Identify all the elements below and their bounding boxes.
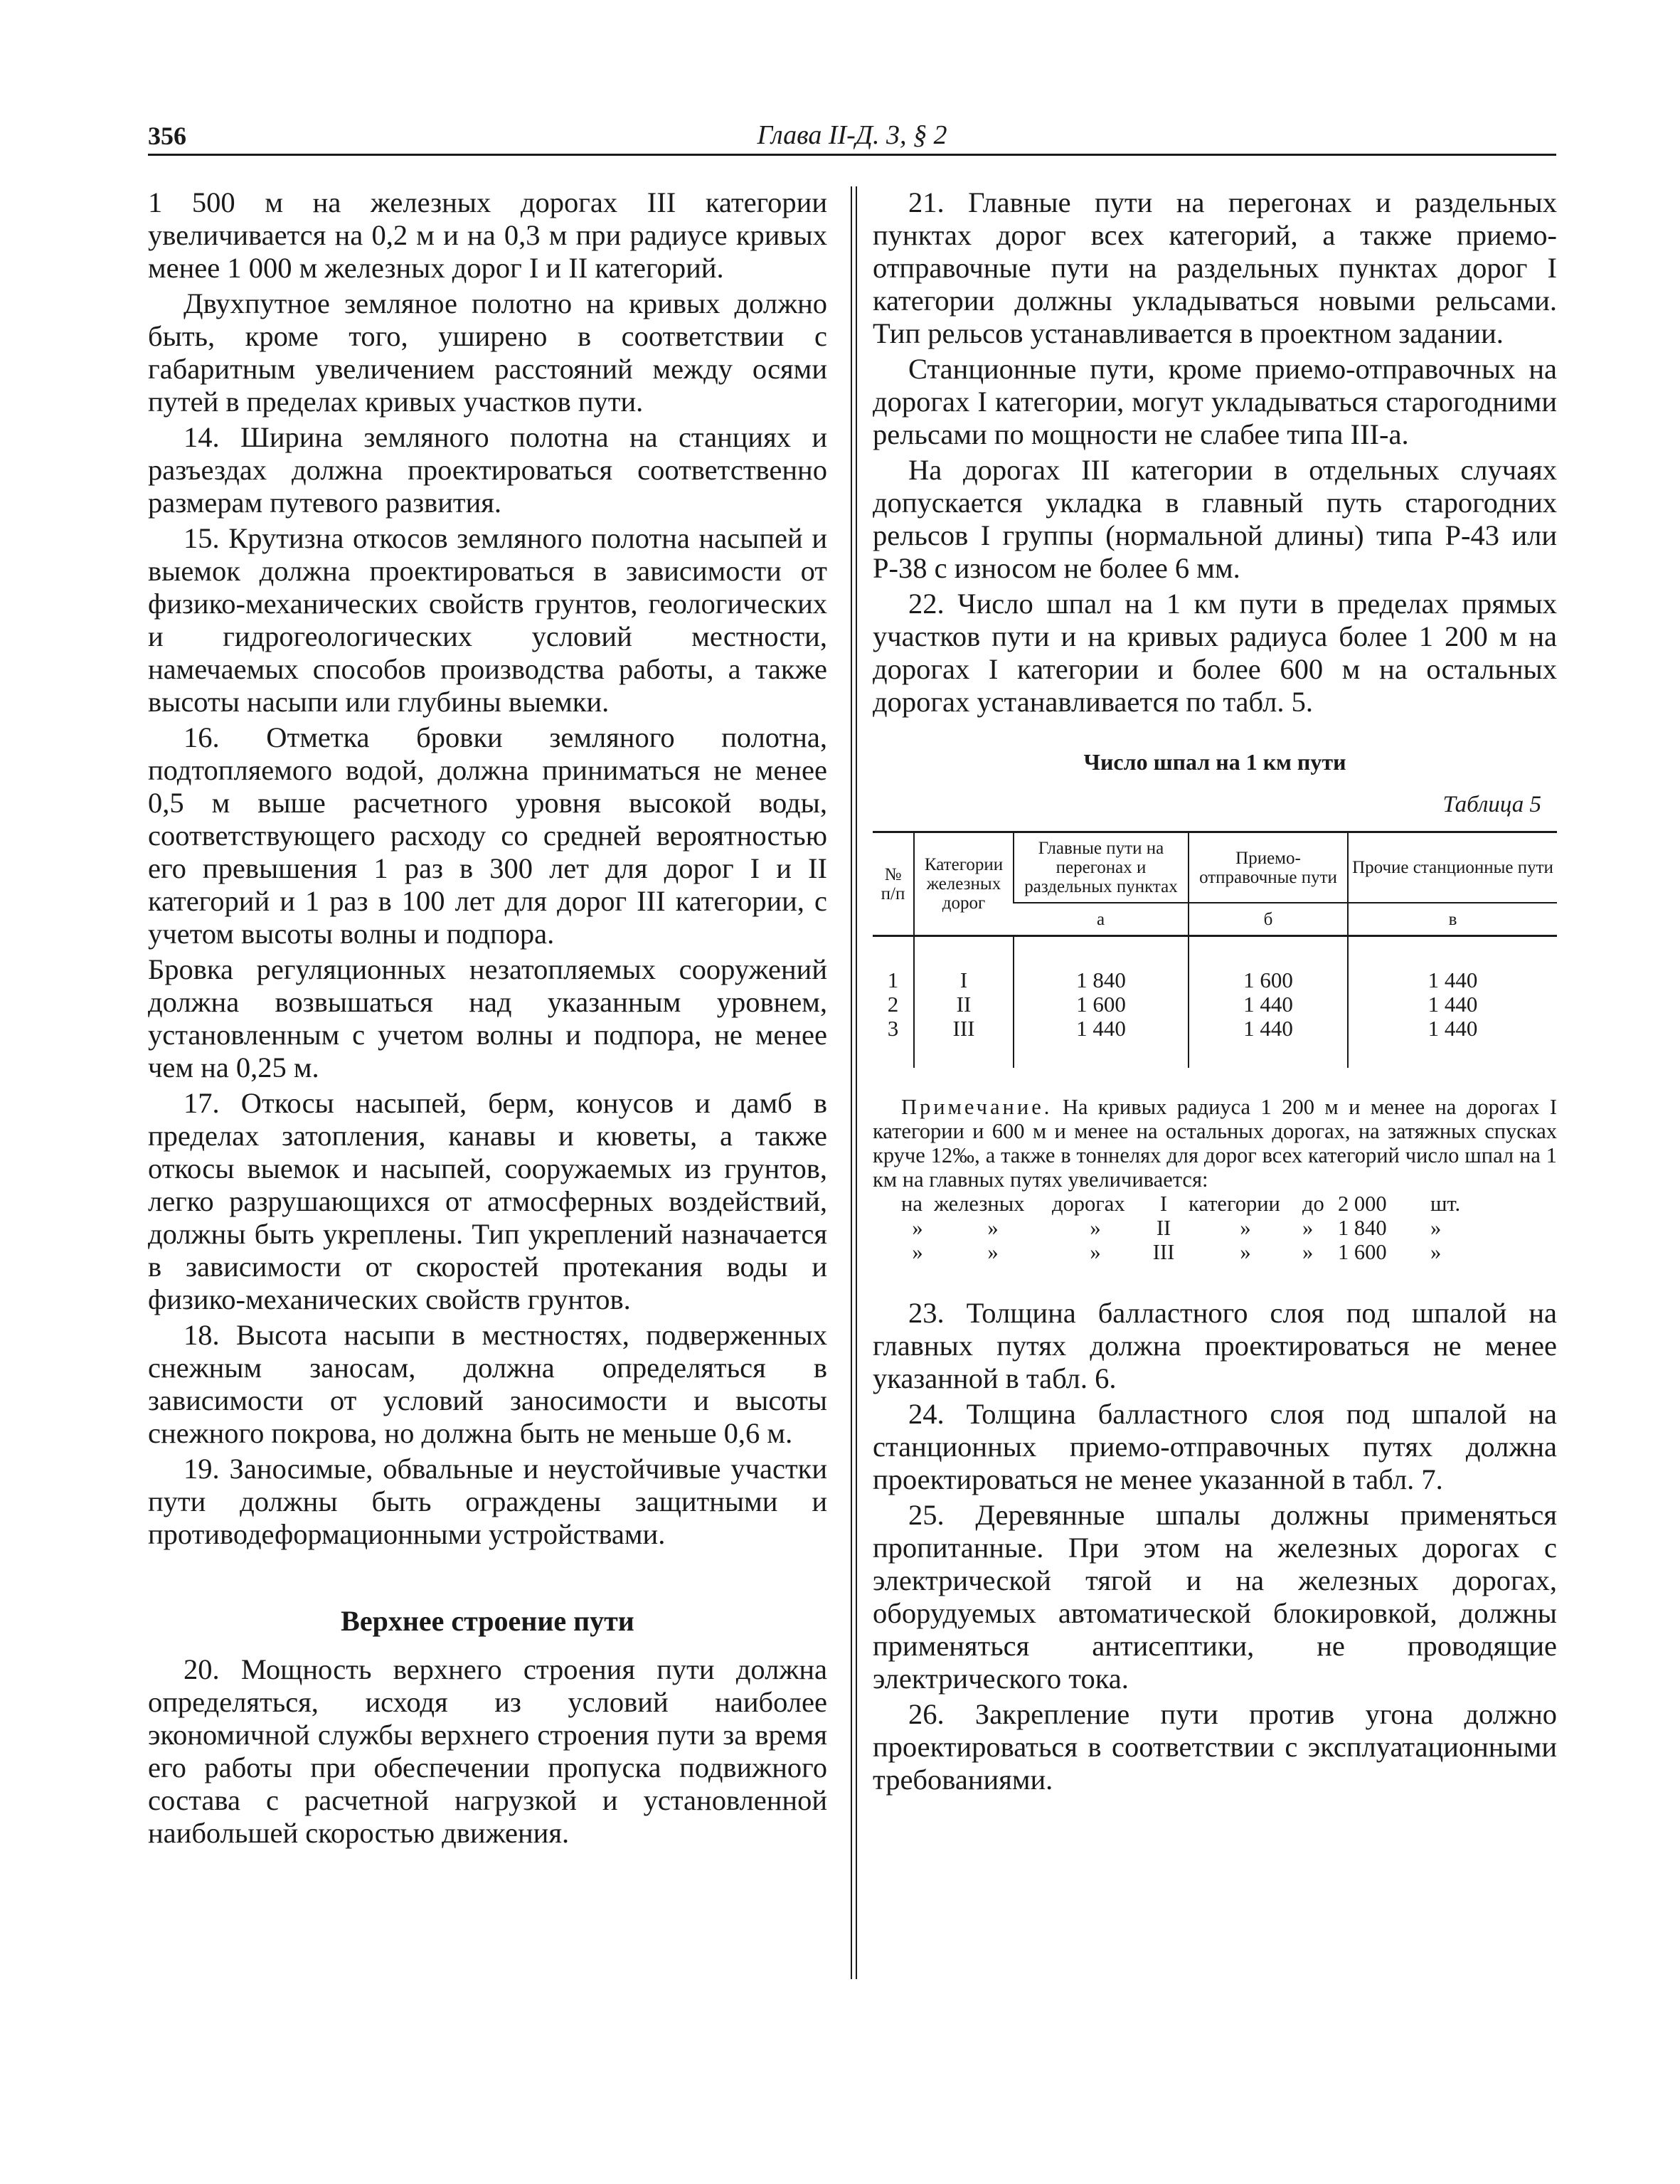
note-label: Примечание. xyxy=(901,1095,1053,1119)
table-header-cell: Категории железных дорог xyxy=(914,832,1014,936)
paragraph: 22. Число шпал на 1 км пути в пределах прямых участков пути и на кривых радиуса более 1 200 м на дорогах I категории и более 600 м на остальных дорогах устанавливается по табл. 5. xyxy=(873,588,1557,718)
table-cell: 1 440 xyxy=(1348,1017,1557,1068)
table-row xyxy=(873,992,1557,1017)
paragraph: 17. Откосы насыпей, берм, конусов и дамб в пределах затопления, канавы и кюветы, а также откосы выемок и насыпей, сооружаемых из грунтов, легко разрушающихся от атмосферных воздействий, должны быть укреплены. Тип укреплений назначается в зависимости от скоростей протекания воды и физико-механических свойств грунтов. xyxy=(148,1087,827,1315)
allocation-cell: » xyxy=(1430,1240,1442,1264)
paragraph: 23. Толщина балластного слоя под шпалой на главных путях должна проектироваться не менее указанной в табл. 6. xyxy=(873,1297,1557,1394)
paragraph: 16. Отметка бровки земляного полотна, подтопляемого водой, должна приниматься не менее 0,5 м выше расчетного уровня высокой воды, соответствующего расходу со средней вероятностью его превышения 1 раз в 300 лет для дорог I и II категорий и 1 раз в 100 лет для дорог III категории, с учетом высоты волны и подпора. xyxy=(148,721,827,950)
table-cell: 1 440 xyxy=(1189,992,1348,1017)
note-text: На кривых радиуса 1 200 м и менее на дорогах I категории и 600 м и менее на остальных дорогах, на затяжных спусках круче 12‰, а также в тоннелях для дорог всех категорий число шпал на 1 км на главных путях увеличивается: xyxy=(873,1095,1557,1192)
paragraph: Станционные пути, кроме приемо-отправочных на дорогах I категории, могут укладываться старогодними рельсами по мощности не слабее типа III-а. xyxy=(873,353,1557,450)
allocation-cell: » xyxy=(1090,1240,1101,1264)
table-cell: 1 440 xyxy=(1189,1017,1348,1068)
table-header-letter: а xyxy=(1014,903,1189,936)
page-header xyxy=(148,114,1556,156)
allocation-cell: железных xyxy=(934,1192,1025,1216)
left-column xyxy=(148,186,827,1852)
table-header-letter: б xyxy=(1189,903,1348,936)
allocation-cell: III xyxy=(1152,1240,1175,1264)
table-cell: II xyxy=(914,992,1014,1017)
allocation-cell: I xyxy=(1159,1192,1168,1216)
table-cell: 1 600 xyxy=(1189,936,1348,993)
paragraph: 15. Крутизна откосов земляного полотна насыпей и выемок должна проектироваться в зависимости от физико-механических свойств грунтов, геологических и гидрогеологических условий местности, намечаемых способов производства работы, а также высоты насыпи или глубины выемки. xyxy=(148,522,827,718)
allocation-cell: шт. xyxy=(1430,1192,1461,1216)
allocation-cell: » xyxy=(1240,1216,1251,1240)
paragraph: На дорогах III категории в отдельных случаях допускается укладка в главный путь старогодних рельсов I группы (нормальной длины) типа Р-43 или Р-38 с износом не более 6 мм. xyxy=(873,454,1557,584)
table-cell: 3 xyxy=(887,1016,899,1041)
allocation-cell: 2 000 xyxy=(1338,1192,1387,1216)
allocation-cell: » xyxy=(1302,1216,1314,1240)
allocation-row xyxy=(901,1192,1557,1216)
allocation-cell: » xyxy=(912,1216,923,1240)
section-heading: Верхнее строение пути xyxy=(341,1605,634,1637)
allocation-cell: категории xyxy=(1189,1192,1280,1216)
paragraph: 19. Заносимые, обвальные и неустойчивые участки пути должны быть ограждены защитными и противодеформационными устройствами. xyxy=(148,1453,827,1550)
table-row xyxy=(873,936,1557,993)
paragraph: 26. Закрепление пути против угона должно проектироваться в соответствии с эксплуатационными требованиями. xyxy=(873,1698,1557,1796)
table-cell: 2 xyxy=(887,992,899,1017)
table-cell: I xyxy=(914,936,1014,993)
paragraph: 18. Высота насыпи в местностях, подверженных снежным заносам, должна определяться в зависимости от условий заносимости и высоты снежного покрова, но должна быть не меньше 0,6 м. xyxy=(148,1319,827,1449)
table-header-cell: Главные пути на перегонах и раздельных пунктах xyxy=(1014,832,1189,903)
table-cell: 1 600 xyxy=(1014,992,1189,1017)
table-cell: 1 xyxy=(873,936,914,993)
table-note xyxy=(873,1095,1557,1192)
table-cell: 1 440 xyxy=(1348,992,1557,1017)
paragraph: Двухпутное земляное полотно на кривых должно быть, кроме того, уширено в соответствии с габаритным увеличением расстояний между осями путей в пределах кривых участков пути. xyxy=(148,287,827,418)
table-header-cell: Приемо-отправочные пути xyxy=(1189,832,1348,903)
allocation-cell: дорогах xyxy=(1052,1192,1125,1216)
paragraph: 25. Деревянные шпалы должны применяться пропитанные. При этом на железных дорогах с электрической тягой и на железных дорогах, оборудуемых автоматической блокировкой, должны применяться антисептики, не проводящие электрического тока. xyxy=(873,1499,1557,1695)
page-number: 356 xyxy=(148,122,186,150)
table-title: Число шпал на 1 км пути xyxy=(1083,749,1346,775)
paragraph: Бровка регуляционных незатопляемых сооружений должна возвышаться над указанным уровнем, установленным с учетом волны и подпора, не менее чем на 0,25 м. xyxy=(148,953,827,1083)
table-row xyxy=(873,1017,1557,1068)
allocation-cell: » xyxy=(912,1240,923,1264)
allocation-cell: » xyxy=(1240,1240,1251,1264)
table-label: Таблица 5 xyxy=(1442,792,1541,817)
table-cell: III xyxy=(914,1017,1014,1068)
note-allocation-list xyxy=(901,1192,1557,1264)
sleepers-table xyxy=(873,831,1557,1068)
paragraph: 14. Ширина земляного полотна на станциях и разъездах должна проектироваться соответственно размерам путевого развития. xyxy=(148,421,827,519)
right-column xyxy=(873,186,1557,1799)
allocation-cell: » xyxy=(987,1216,999,1240)
allocation-cell: на xyxy=(901,1192,923,1216)
table-header-cell: Прочие станционные пути xyxy=(1348,832,1557,903)
paragraph: 21. Главные пути на перегонах и раздельных пунктах дорог всех категорий, а также приемо-отправочные пути на раздельных пунктах дорог I категории должны укладываться новыми рельсами. Тип рельсов устанавливается в проектном задании. xyxy=(873,186,1557,349)
running-head: Глава II-Д. 3, § 2 xyxy=(757,120,947,150)
column-divider xyxy=(851,186,857,1979)
table-cell: 1 440 xyxy=(1014,1017,1189,1068)
allocation-cell: » xyxy=(1090,1216,1101,1240)
table-header-cell: № п/п xyxy=(873,832,914,936)
table-header-letter: в xyxy=(1348,903,1557,936)
paragraph: 20. Мощность верхнего строения пути должна определяться, исходя из условий наиболее экономичной службы верхнего строения пути за время его работы при обеспечении пропуска подвижного состава с расчетной нагрузкой и установленной наибольшей скоростью движения. xyxy=(148,1653,827,1849)
allocation-row xyxy=(901,1240,1557,1264)
table-cell: 1 440 xyxy=(1348,936,1557,993)
allocation-cell: » xyxy=(1430,1216,1442,1240)
paragraph: 1 500 м на железных дорогах III категории увеличивается на 0,2 м и на 0,3 м при радиусе кривых менее 1 000 м железных дорог I и II категорий. xyxy=(148,186,827,284)
paragraph: 24. Толщина балластного слоя под шпалой на станционных приемо-отправочных путях должна проектироваться не менее указанной в табл. 7. xyxy=(873,1398,1557,1495)
allocation-cell: до xyxy=(1302,1192,1324,1216)
allocation-cell: 1 840 xyxy=(1338,1216,1387,1240)
table-cell: 1 840 xyxy=(1014,936,1189,993)
allocation-cell: II xyxy=(1156,1216,1171,1240)
allocation-row xyxy=(901,1216,1557,1240)
allocation-cell: » xyxy=(1302,1240,1314,1264)
allocation-cell: » xyxy=(987,1240,999,1264)
allocation-cell: 1 600 xyxy=(1338,1240,1387,1264)
